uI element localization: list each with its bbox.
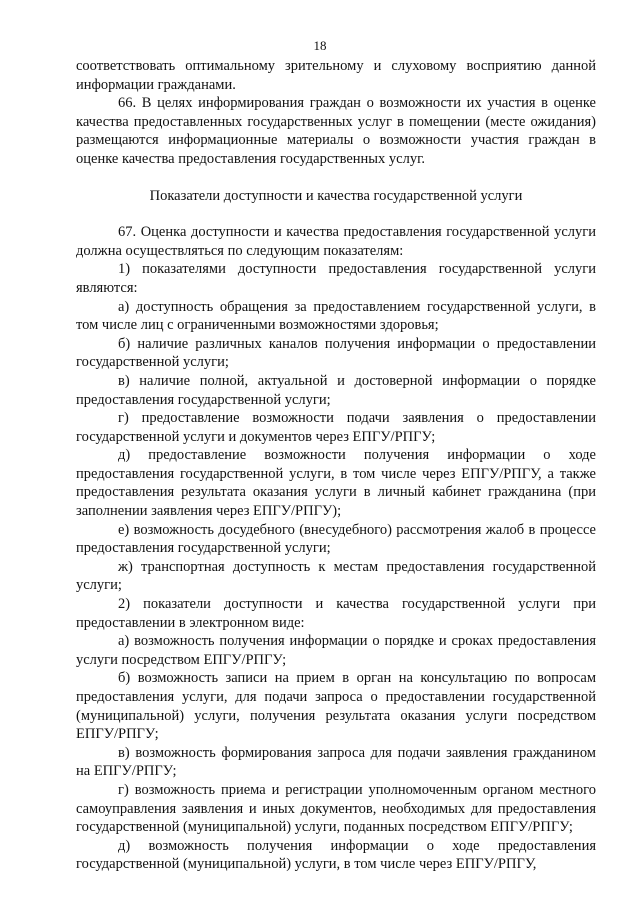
section-heading: Показатели доступности и качества государственной услуги bbox=[149, 187, 523, 204]
paragraph-item-2: 2) показатели доступности и качества государственной услуги при предоставлении в электронном виде: bbox=[76, 596, 596, 631]
paragraph-continuation: соответствовать оптимальному зрительному и слуховому восприятию данной информации гражданами. bbox=[76, 58, 596, 93]
paragraph-item-1d: д) предоставление возможности получения информации о ходе предоставления государственной услуги, в том числе через ЕПГУ/РПГУ, а также предоставления результата оказания услуги в личный кабинет гражданина (при заполнении заявления через ЕПГУ/РПГУ); bbox=[76, 447, 596, 520]
paragraph-67: 67. Оценка доступности и качества предоставления государственной услуги должна осуществляться по следующим показателям: bbox=[76, 224, 596, 259]
paragraph-item-2b: б) возможность записи на прием в орган на консультацию по вопросам предоставления услуги, для подачи запроса о предоставлении государственной (муниципальной) услуги, получения результата оказания услуги посредством ЕПГУ/РПГУ; bbox=[76, 670, 596, 743]
paragraph-item-2a: а) возможность получения информации о порядке и сроках предоставления услуги посредством ЕПГУ/РПГУ; bbox=[76, 633, 596, 668]
paragraph-66: 66. В целях информирования граждан о возможности их участия в оценке качества предоставленных государственных услуг в помещении (месте ожидания) размещаются информационные материалы о возможности участия граждан в оценке качества предоставления государственных услуг. bbox=[76, 95, 596, 167]
paragraph-item-1zh: ж) транспортная доступность к местам предоставления государственной услуги; bbox=[76, 558, 596, 594]
paragraph-item-1b: б) наличие различных каналов получения информации о предоставлении государственной услуги; bbox=[76, 335, 596, 371]
paragraph-item-2d: д) возможность получения информации о ходе предоставления государственной (муниципальной) услуги, в том числе через ЕПГУ/РПГУ, bbox=[76, 837, 596, 873]
paragraph-item-1v: в) наличие полной, актуальной и достоверной информации о порядке предоставления государственной услуги; bbox=[76, 372, 596, 408]
paragraph-item-2g: г) возможность приема и регистрации уполномоченным органом местного самоуправления заявления и иных документов, необходимых для предоставления государственной (муниципальной) услуги, поданных посредством ЕПГУ/РПГУ; bbox=[76, 781, 596, 836]
document-body bbox=[76, 57, 596, 874]
paragraph-item-2v: в) возможность формирования запроса для подачи заявления гражданином на ЕПГУ/РПГУ; bbox=[76, 744, 596, 780]
paragraph-item-1g: г) предоставление возможности подачи заявления о предоставлении государственной услуги и документов через ЕПГУ/РПГУ; bbox=[76, 410, 596, 445]
paragraph-item-1a: а) доступность обращения за предоставлением государственной услуги, в том числе лиц с ограниченными возможностями здоровья; bbox=[76, 298, 596, 334]
page-number: 18 bbox=[313, 38, 327, 53]
paragraph-item-1e: е) возможность досудебного (внесудебного) рассмотрения жалоб в процессе предоставления государственной услуги; bbox=[76, 521, 596, 557]
paragraph-item-1: 1) показателями доступности предоставления государственной услуги являются: bbox=[76, 261, 596, 296]
